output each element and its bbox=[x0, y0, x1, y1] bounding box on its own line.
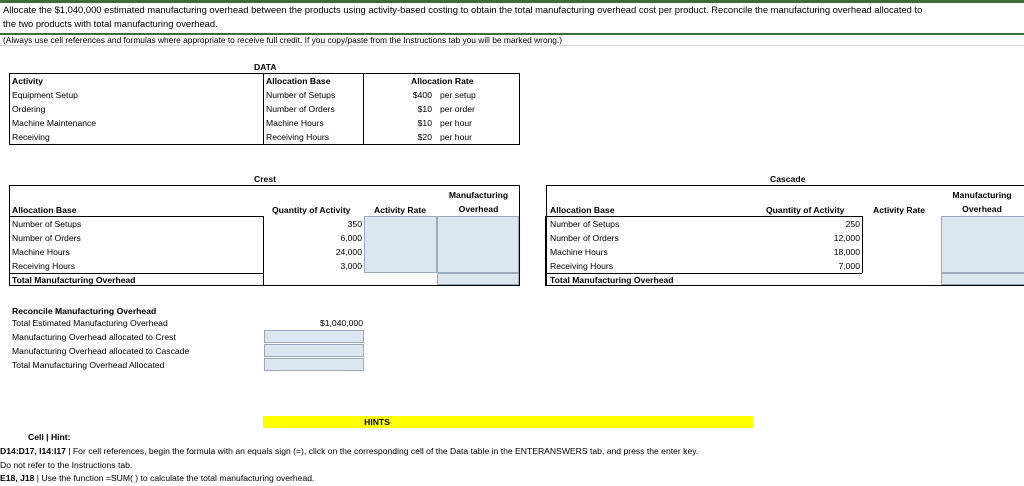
reconcile-label: Manufacturing Overhead allocated to Crest bbox=[12, 332, 176, 342]
data-activity: Machine Maintenance bbox=[12, 118, 97, 128]
row-gridline bbox=[0, 45, 1024, 46]
reconcile-label: Total Estimated Manufacturing Overhead bbox=[12, 318, 168, 328]
crest-row-qty: 3,000 bbox=[340, 261, 362, 271]
hints-title: HINTS bbox=[364, 417, 390, 427]
crest-row-base: Number of Setups bbox=[12, 219, 82, 229]
crest-row-qty: 6,000 bbox=[340, 233, 362, 243]
cascade-row-base: Number of Setups bbox=[550, 219, 620, 229]
hint-1-cells: D14:D17, I14:I17 bbox=[0, 446, 66, 456]
data-header-base: Allocation Base bbox=[266, 76, 331, 86]
data-unit: per order bbox=[440, 104, 475, 114]
crest-header-moh: Manufacturing bbox=[448, 190, 509, 200]
hint-1-text: | For cell references, begin the formula with an equals sign (=), click on the corresponding cell of the Data table in the ENTERANSWERS tab, and press the enter key. bbox=[65, 446, 699, 456]
data-activity: Receiving bbox=[12, 132, 50, 142]
cascade-header-moh: Manufacturing bbox=[952, 190, 1012, 200]
reconcile-crest-input[interactable] bbox=[264, 330, 364, 343]
cascade-row-base: Receiving Hours bbox=[550, 261, 614, 271]
instructions bbox=[3, 3, 922, 31]
data-title: DATA bbox=[254, 62, 277, 72]
data-header-rate: Allocation Rate bbox=[411, 76, 474, 86]
reconcile-title: Reconcile Manufacturing Overhead bbox=[12, 306, 157, 316]
data-base: Machine Hours bbox=[266, 118, 324, 128]
data-unit: per setup bbox=[440, 90, 476, 100]
reconcile-label: Total Manufacturing Overhead Allocated bbox=[12, 360, 165, 370]
data-activity: Equipment Setup bbox=[12, 90, 78, 100]
cascade-row-qty: 7,000 bbox=[838, 261, 860, 271]
crest-title: Crest bbox=[254, 174, 276, 184]
crest-header-qty: Quantity of Activity bbox=[272, 205, 351, 215]
instructions-line1: Allocate the $1,040,000 estimated manufacturing overhead between the products using activity-based costing to obtain the total manufacturing overhead cost per product. Reconcile the manufacturing overhead allocated to bbox=[3, 4, 923, 15]
crest-moh-input[interactable] bbox=[437, 216, 519, 273]
data-base: Number of Orders bbox=[266, 104, 335, 114]
crest-row-base: Number of Orders bbox=[12, 233, 81, 243]
cascade-row-qty: 250 bbox=[845, 219, 860, 229]
crest-total-label: Total Manufacturing Overhead bbox=[12, 275, 136, 285]
hint-2-text: | Use the function =SUM( ) to calculate the total manufacturing overhead. bbox=[34, 473, 315, 483]
crest-row-base: Machine Hours bbox=[12, 247, 70, 257]
cascade-total-label: Total Manufacturing Overhead bbox=[550, 275, 674, 285]
reconcile-cascade-input[interactable] bbox=[264, 344, 364, 357]
hint-2-cells: E18, J18 bbox=[0, 473, 35, 483]
reconcile-label: Manufacturing Overhead allocated to Cascade bbox=[12, 346, 190, 356]
data-rate: $400 bbox=[412, 90, 432, 100]
cascade-row-base: Number of Orders bbox=[550, 233, 619, 243]
instructions-note: (Always use cell references and formulas where appropriate to receive full credit. If you copy/paste from the Instructions tab you will be marked wrong.) bbox=[3, 35, 563, 45]
data-base: Number of Setups bbox=[266, 90, 336, 100]
crest-row-qty: 24,000 bbox=[335, 247, 362, 257]
cascade-title: Cascade bbox=[770, 174, 806, 184]
cascade-header-base: Allocation Base bbox=[550, 205, 615, 215]
cascade-header-rate: Activity Rate bbox=[873, 205, 926, 215]
data-unit: per hour bbox=[440, 132, 473, 142]
crest-total-input[interactable] bbox=[437, 273, 519, 285]
data-rate: $10 bbox=[417, 118, 432, 128]
cascade-row-base: Machine Hours bbox=[550, 247, 608, 257]
data-header-activity: Activity bbox=[12, 76, 44, 86]
data-unit: per hour bbox=[440, 118, 473, 128]
crest-row-qty: 350 bbox=[347, 219, 362, 229]
data-rate: $20 bbox=[417, 132, 432, 142]
crest-row-base: Receiving Hours bbox=[12, 261, 76, 271]
hints-header: Cell | Hint: bbox=[28, 432, 71, 442]
hint-1 bbox=[0, 446, 698, 456]
crest-header-moh: Overhead bbox=[458, 204, 499, 214]
cascade-row-qty: 12,000 bbox=[833, 233, 860, 243]
instructions-line2: the two products with total manufacturing overhead. bbox=[3, 18, 218, 29]
cascade-header-qty: Quantity of Activity bbox=[766, 205, 845, 215]
cascade-row-qty: 18,000 bbox=[833, 247, 860, 257]
crest-header-rate: Activity Rate bbox=[374, 205, 427, 215]
cascade-header-moh: Overhead bbox=[962, 204, 1002, 214]
reconcile-value: $1,040,000 bbox=[319, 318, 363, 328]
data-rate: $10 bbox=[417, 104, 432, 114]
data-base: Receiving Hours bbox=[266, 132, 330, 142]
reconcile-total-input[interactable] bbox=[264, 358, 364, 371]
crest-activity-rate-input[interactable] bbox=[364, 216, 437, 273]
cascade-total-input[interactable] bbox=[941, 273, 1024, 285]
data-activity: Ordering bbox=[12, 104, 46, 114]
hint-2 bbox=[0, 473, 314, 483]
hint-1-cont: Do not refer to the Instructions tab. bbox=[0, 460, 133, 470]
cascade-moh-input[interactable] bbox=[941, 216, 1024, 273]
crest-header-base: Allocation Base bbox=[12, 205, 77, 215]
